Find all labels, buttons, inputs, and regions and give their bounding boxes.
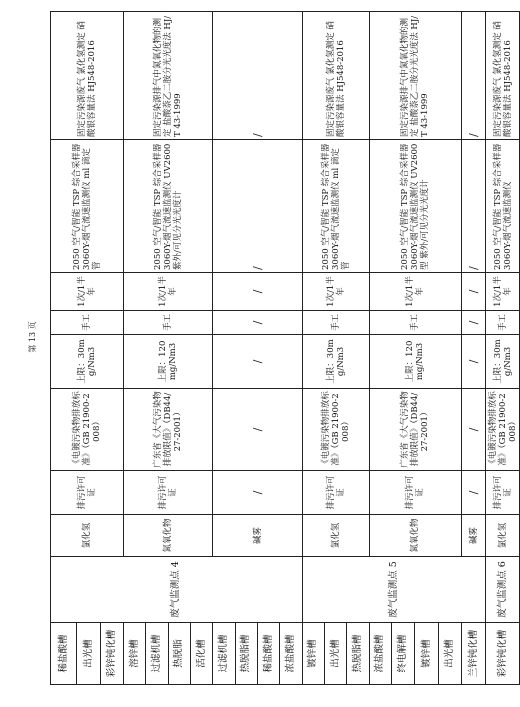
pollutant-cell: 氮氧化物	[124, 515, 213, 557]
process-cell: 热脱脂槽	[235, 623, 257, 685]
standard-cell: /	[213, 389, 302, 471]
monitoring-point-cell: 废气监测点 6	[486, 557, 520, 623]
method-cell: 固定污染源排气中氮氧化物的测定 盐酸萘乙二胺分光光度法 HJ/T 43-1999	[124, 12, 213, 140]
frequency-cell: /	[462, 273, 486, 311]
basis-cell: 排污许可证	[369, 471, 461, 515]
method-cell: 固定污染源废气 氯化氢测定 硝酸银容量法 HJ548-2016	[486, 12, 520, 140]
table-row	[51, 12, 77, 685]
process-cell: 彩锌钝化槽	[486, 623, 520, 685]
frequency-cell: 1次/1半年	[486, 273, 520, 311]
process-cell: 浓盐酸槽	[280, 623, 302, 685]
process-cell: 兰锌钝化槽	[462, 623, 486, 685]
monitoring-table	[50, 11, 520, 685]
process-cell: 镀锌槽	[415, 623, 438, 685]
method-cell: /	[462, 12, 486, 140]
mode-cell: 手工	[51, 311, 124, 335]
process-cell: 出光槽	[325, 623, 347, 685]
process-cell: 过滤机槽	[146, 623, 168, 685]
limit-cell: 上限：120mg/Nm3	[369, 335, 461, 389]
basis-cell: 排污许可证	[302, 471, 369, 515]
page-number: 第 13 页	[28, 321, 37, 353]
process-cell: 浓盐酸槽	[369, 623, 391, 685]
pollutant-cell: 碱雾	[213, 515, 302, 557]
process-cell: 活化槽	[191, 623, 213, 685]
monitoring-point-cell: 废气监测点 5	[302, 557, 486, 623]
equipment-cell: 2050 空气/智能 TSP 综合采样器 3060Y-烟气流速监测仪	[486, 140, 520, 273]
equipment-cell: 2050 空气/智能 TSP 综合采样器 3060Y-烟气流速监测仪 UV2600 紫外/可见分光光度计	[124, 140, 213, 273]
standard-cell: 《电镀污染物排放标准》（GB 21900-2008）	[51, 389, 124, 471]
limit-cell: /	[462, 335, 486, 389]
pollutant-cell: 氮氧化物	[369, 515, 461, 557]
process-cell: 过滤机槽	[213, 623, 235, 685]
process-cell: 热脱脂	[168, 623, 190, 685]
method-cell: 固定污染源排气中氮氧化物的测定 盐酸萘乙二胺分光光度法 HJ/T 43-1999	[369, 12, 461, 140]
frequency-cell: 1次/1半年	[124, 273, 213, 311]
mode-cell: 手工	[486, 311, 520, 335]
method-cell: 固定污染源废气 氯化氢测定 硝酸银容量法 HJ548-2016	[51, 12, 124, 140]
pollutant-cell: 氯化氢	[302, 515, 369, 557]
table-row	[302, 12, 324, 685]
monitoring-point-cell: 废气监测点 4	[51, 557, 303, 623]
basis-cell: /	[213, 471, 302, 515]
rotated-table-frame	[50, 12, 520, 685]
process-cell: 出光槽	[77, 623, 100, 685]
pollutant-cell: 氯化氢	[51, 515, 124, 557]
standard-cell: /	[462, 389, 486, 471]
method-cell: /	[213, 12, 302, 140]
limit-cell: /	[213, 335, 302, 389]
frequency-cell: 1次/1半年	[51, 273, 124, 311]
mode-cell: /	[213, 311, 302, 335]
method-cell: 固定污染源废气 氯化氢测定 硝酸银容量法 HJ548-2016	[302, 12, 369, 140]
table-row	[486, 12, 520, 685]
process-cell: 溶锌槽	[124, 623, 146, 685]
basis-cell: 排污许可证	[486, 471, 520, 515]
limit-cell: 上限：120mg/Nm3	[124, 335, 213, 389]
process-cell: 彩锌钝化槽	[100, 623, 123, 685]
pollutant-cell: 氯化氢	[486, 515, 520, 557]
table-body	[51, 12, 520, 685]
process-cell: 出光槽	[438, 623, 461, 685]
equipment-cell: 2050 空气/智能 TSP 综合采样器 3060Y-烟气流速监测仪 ml 滴定管	[302, 140, 369, 273]
equipment-cell: 2050 空气/智能 TSP 综合采样器 3060Y-烟气流速监测仪 UV2600 型 紫外/可见分光光度计	[369, 140, 461, 273]
standard-cell: 《电镀污染物排放标准》（GB 21900-2008）	[486, 389, 520, 471]
frequency-cell: 1次/1半年	[369, 273, 461, 311]
basis-cell: 排污许可证	[124, 471, 213, 515]
process-cell: 热脱脂槽	[347, 623, 369, 685]
standard-cell: 广东省《大气污染物排放限值》（DB44/27-2001）	[124, 389, 213, 471]
mode-cell: 手工	[302, 311, 369, 335]
pollutant-cell: 碱雾	[462, 515, 486, 557]
process-cell: 稀盐酸槽	[51, 623, 77, 685]
mode-cell: 手工	[369, 311, 461, 335]
standard-cell: 广东省《大气污染物排放限值》（DB44/27-2001）	[369, 389, 461, 471]
process-cell: 终电解槽	[392, 623, 415, 685]
limit-cell: 上限：30mg/Nm3	[302, 335, 369, 389]
basis-cell: 排污许可证	[51, 471, 124, 515]
frequency-cell: 1次/1半年	[302, 273, 369, 311]
limit-cell: 上限：30mg/Nm3	[486, 335, 520, 389]
equipment-cell: 2050 空气/智能 TSP 综合采样器 3060Y-烟气流速监测仪 ml 滴定管	[51, 140, 124, 273]
equipment-cell: /	[462, 140, 486, 273]
process-cell: 稀盐酸槽	[258, 623, 280, 685]
frequency-cell: /	[213, 273, 302, 311]
equipment-cell: /	[213, 140, 302, 273]
mode-cell: 手工	[124, 311, 213, 335]
standard-cell: 《电镀污染物排放标准》（GB 21900-2008）	[302, 389, 369, 471]
process-cell: 镀锌槽	[302, 623, 324, 685]
limit-cell: 上限：30mg/Nm3	[51, 335, 124, 389]
basis-cell: /	[462, 471, 486, 515]
mode-cell: /	[462, 311, 486, 335]
